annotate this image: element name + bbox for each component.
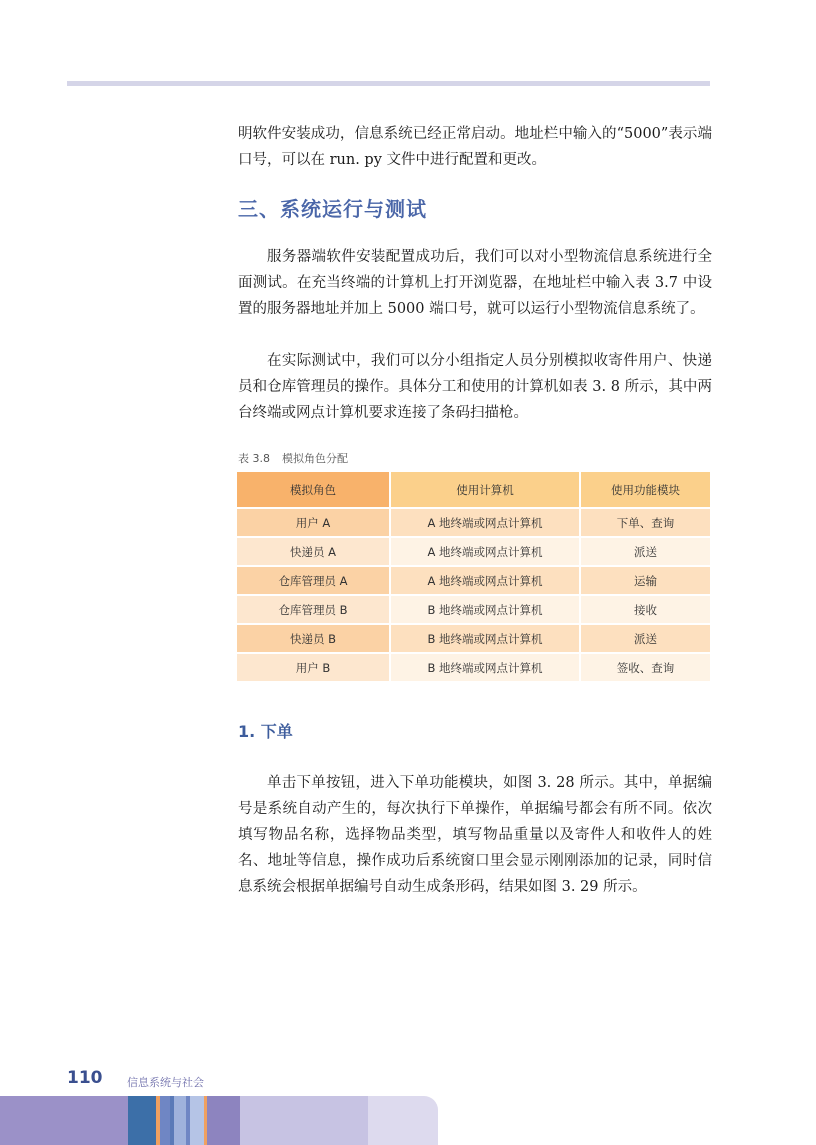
table-header-row <box>237 472 710 508</box>
cell-computer: B 地终端或网点计算机 <box>390 653 580 681</box>
cell-computer: B 地终端或网点计算机 <box>390 595 580 624</box>
header-module: 使用功能模块 <box>580 472 710 508</box>
footer-decorative-band <box>0 1096 816 1145</box>
paragraph-4: 单击下单按钮，进入下单功能模块，如图 3. 28 所示。其中，单据编号是系统自动产生的，每次执行下单操作，单据编号都会有所不同。依次填写物品名称，选择物品类型，填写物品重量以及寄件人和收件人的姓名、地址等信息，操作成功后系统窗口里会显示刚刚添加的记录，同时信息系统会根据单据编号自动生成条形码，结果如图 3. 29 所示。 <box>238 775 712 895</box>
table-caption-number: 表 3.8 <box>238 452 270 465</box>
paragraph-2: 服务器端软件安装配置成功后，我们可以对小型物流信息系统进行全面测试。在充当终端的计算机上打开浏览器，在地址栏中输入表 3.7 中设置的服务器地址并加上 5000 端口号，就可以运行小型物流信息系统了。 <box>238 249 712 317</box>
table-caption <box>238 450 360 466</box>
cell-role: 仓库管理员 A <box>237 566 390 595</box>
table-caption-title: 模拟角色分配 <box>282 452 348 465</box>
header-role: 模拟角色 <box>237 472 390 508</box>
paragraph-3: 在实际测试中，我们可以分小组指定人员分别模拟收寄件用户、快递员和仓库管理员的操作。具体分工和使用的计算机如表 3. 8 所示，其中两台终端或网点计算机要求连接了条码扫描枪。 <box>238 353 712 421</box>
book-title: 信息系统与社会 <box>127 1076 204 1089</box>
paragraph-1: 明软件安装成功，信息系统已经正常启动。地址栏中输入的“5000”表示端口号，可以在 run. py 文件中进行配置和更改。 <box>238 126 712 168</box>
cell-role: 用户 A <box>237 508 390 537</box>
cell-role: 快递员 B <box>237 624 390 653</box>
cell-role: 仓库管理员 B <box>237 595 390 624</box>
cell-module: 运输 <box>580 566 710 595</box>
table-row <box>237 566 710 595</box>
page-number: 110 <box>67 1068 103 1088</box>
cell-computer: A 地终端或网点计算机 <box>390 566 580 595</box>
cell-role: 快递员 A <box>237 537 390 566</box>
table-row <box>237 537 710 566</box>
cell-role: 用户 B <box>237 653 390 681</box>
cell-computer: A 地终端或网点计算机 <box>390 508 580 537</box>
section-heading: 三、系统运行与测试 <box>238 197 427 221</box>
cell-module: 下单、查询 <box>580 508 710 537</box>
top-rule <box>67 81 710 86</box>
table-row <box>237 624 710 653</box>
table-row <box>237 595 710 624</box>
cell-computer: A 地终端或网点计算机 <box>390 537 580 566</box>
table-row <box>237 508 710 537</box>
cell-module: 签收、查询 <box>580 653 710 681</box>
header-computer: 使用计算机 <box>390 472 580 508</box>
role-assignment-table <box>237 472 710 681</box>
table-row <box>237 653 710 681</box>
cell-module: 接收 <box>580 595 710 624</box>
cell-module: 派送 <box>580 537 710 566</box>
cell-module: 派送 <box>580 624 710 653</box>
cell-computer: B 地终端或网点计算机 <box>390 624 580 653</box>
subheading-order: 1. 下单 <box>238 722 293 741</box>
